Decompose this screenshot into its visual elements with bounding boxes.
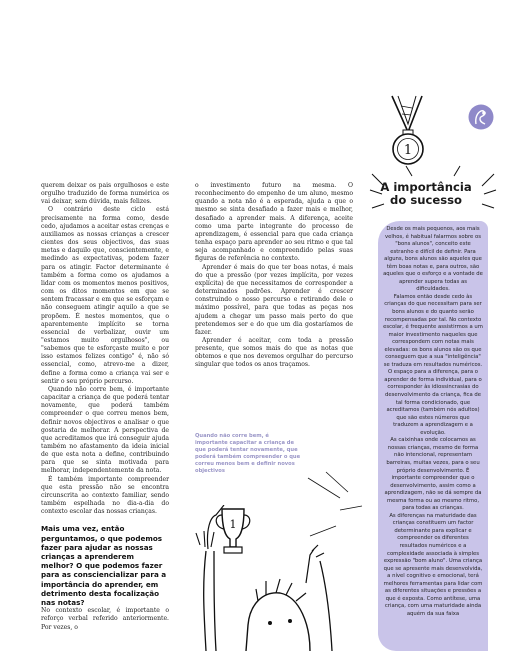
article-column-2	[195, 182, 353, 370]
sidebar-title-line: A importância	[380, 180, 472, 194]
paragraph: É também importante compreender que esta pressão não se encontra circunscrita ao contexto familiar, sendo também espelhada no dia-a-dia do contexto escolar das nossas crianças.	[41, 475, 169, 516]
sidebar-body	[383, 226, 483, 618]
paragraph: O contrário deste ciclo está precisamente na forma como, desde cedo, ajudamos a aceitar estas crenças e auxiliamos as nossas crianças a crescer cientes dos seus objectivos, das suas metas e daquilo que, conscientemente, e medindo as expectativas, podem fazer para os atingir. Factor determinante é também a forma como os ajudamos a lidar com os momentos menos positivos, com os ditos momentos em que se sentem fracassar e em que se esforçam e não conseguem atingir aquilo a que se propõem. É nestes momentos, que o aparentemente implícito se torna essencial de verbalizar, ouvir um "estamos muito orgulhosos", ou "sabemos que te esforçaste muito e por isso estamos felizes contigo" é, não só essencial, como, atrevo-me a dizer, define a forma como a criança vai ser e sentir o seu próprio percurso.	[41, 206, 169, 385]
pull-quote: Quando não corre bem, é importante capacitar a criança de que poderá tentar novamente, que poderá também compreender o que correu menos bem e definir novos objectivos	[195, 433, 301, 475]
trophy-child-illustration	[160, 505, 360, 651]
trophy-number: 1	[229, 518, 237, 531]
sidebar-paragraph: As caixinhas onde colocamos as nossas crianças, mesmo de forma não intencional, representam barreiras, muitas vezes, para o seu próprio desenvolvimento. É importante compreender que o desenvolvimento, assim como a aprendizagem, não se dá sempre da mesma forma ou ao mesmo ritmo, para todas as crianças.	[384, 437, 482, 512]
sidebar-title	[372, 181, 480, 207]
paragraph: Aprender é aceitar, com toda a pressão presente, que somos mais do que as notas que obtemos e que nos devemos orgulhar do percurso singular que todos os anos traçamos.	[195, 336, 353, 369]
medal-illustration	[378, 94, 438, 174]
sidebar-title-line: do sucesso	[390, 193, 462, 207]
sidebar-paragraph: O espaço para a diferença, para o aprender de forma individual, para o corresponder às idiossincrasias do desenvolvimento da criança, fica de tal forma condicionado, que acreditamos (também nós adultos) que são estes números que traduzem a aprendizagem e a evolução.	[384, 369, 482, 436]
sidebar-paragraph: Desde os mais pequenos, aos mais velhos, é habitual falarmos sobre os "bons alunos", conceito este estranho e difícil de definir. Para alguns, bons alunos são aqueles que têm boas notas e, para outros, são aqueles que o esforço e a vontade de aprender supera todas as dificuldades.	[383, 226, 483, 293]
paragraph: o investimento futuro na mesma. O reconhecimento do empenho de um aluno, mesmo quando a nota não é a esperada, ajuda a que o mesmo se sinta desafiado a fazer mais e melhor, desafiado a aprender mais. A diferença, aceite como uma parte integrante do processo de aprendizagem, é essencial para que cada criança tenha espaço para aprender ao seu ritmo e que tal seja acompanhado e compreendido pelas suas figuras de referência no contexto.	[195, 182, 353, 263]
paragraph: Aprender é mais do que ter boas notas, é mais do que a pressão (por vezes implícita, por vezes explícita) de que necessitamos de corresponder a determinados padrões. Aprender é crescer construindo o nosso percurso e retirando dele o máximo possível, para que todas as peças nos ajudem a chegar um passo mais perto do que pretendemos ser e do que um dia gostaríamos de fazer.	[195, 263, 353, 336]
question-heading: Mais uma vez, então perguntamos, o que podemos fazer para ajudar as nossas crianças a aprenderem melhor? O que podemos fazer para as consciencializar para a importância do aprender, em detrimento desta focalização nas notas?	[41, 524, 167, 608]
medal-number: 1	[403, 143, 413, 158]
parenting-section-icon	[468, 104, 494, 130]
paragraph: querem deixar os pais orgulhosos e este orgulho traduzido de forma numérica os vai deixar, sem dúvida, mais felizes.	[41, 182, 169, 206]
paragraph: Quando não corre bem, é importante capacitar a criança de que poderá tentar novamente, que poderá também compreender o que correu menos bem, definir novos objectivos e analisar o que gostaria de melhorar. A perspectiva de que acreditamos que irá conseguir ajuda também no afastamento da ideia inicial de que esta nota a define, contribuindo para que se sinta motivada para melhorar, independentemente da nota.	[41, 385, 169, 475]
paragraph: No contexto escolar, é importante o reforço verbal referido anteriormente. Por vezes, o	[41, 607, 169, 631]
article-column-1	[41, 182, 169, 632]
sidebar-paragraph: As diferenças na maturidade das crianças constituem um factor determinante para explicar e compreender os diferentes resultados numéricos e a complexidade associada à simples expressão "bom aluno". Uma criança que se apresente mais desenvolvida, a nível cognitivo e emocional, terá melhores ferramentas para lidar com as diferentes situações e pressões a que é exposta. Como antítese, uma criança, com uma maturidade ainda aquém da sua faixa	[383, 512, 483, 617]
sidebar-paragraph: Falamos então desde cedo às crianças do que necessitam para ser bons alunos e do quanto serão recompensadas por tal. No contexto escolar, é frequente assistirmos a um maior investimento naqueles que correspondem com notas mais elevadas: os bons alunos são os que conseguem que a sua "inteligência" se traduza em resultados numéricos.	[383, 293, 483, 368]
